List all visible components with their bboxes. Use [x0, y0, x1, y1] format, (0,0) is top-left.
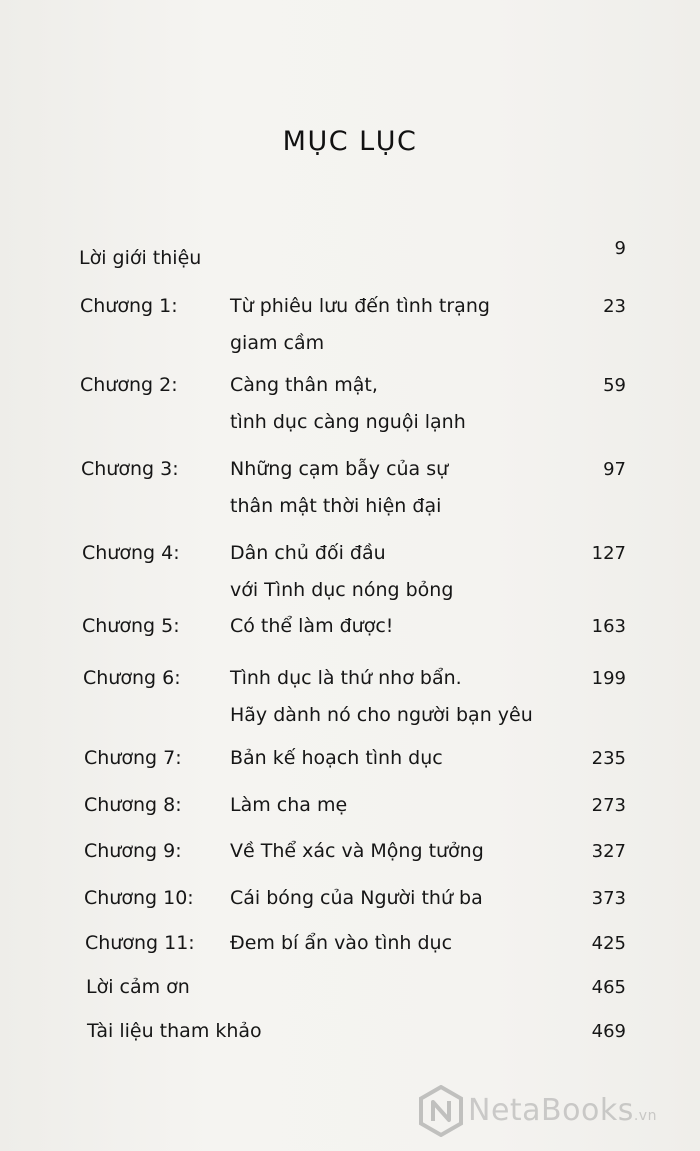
toc-entry-title	[230, 451, 448, 525]
toc-entry-title-line: Làm cha mẹ	[230, 794, 348, 816]
toc-entry-page-number: 425	[591, 933, 626, 954]
toc-entry-label: Chương 11:	[85, 932, 195, 954]
toc-entry-title-line: Hãy dành nó cho người bạn yêu	[230, 704, 533, 726]
toc-entry-page-number: 373	[591, 888, 626, 909]
toc-entry-label: Tài liệu tham khảo	[87, 1020, 262, 1042]
toc-entry-label: Lời cảm ơn	[86, 976, 190, 998]
toc-entry-title-line: với Tình dục nóng bỏng	[230, 579, 454, 601]
toc-entry-label: Chương 2:	[80, 374, 178, 396]
toc-entry-title-line: Về Thể xác và Mộng tưởng	[230, 840, 484, 862]
toc-entry-title-line: Cái bóng của Người thứ ba	[230, 887, 483, 909]
toc-entry-title-line: Tình dục là thứ nhơ bẩn.	[230, 667, 462, 689]
watermark-brand: NetaBooks	[468, 1093, 634, 1128]
netabooks-logo-icon	[418, 1085, 464, 1137]
watermark-suffix: .vn	[633, 1108, 657, 1124]
toc-entry-title	[230, 608, 393, 645]
toc-entry-title	[230, 880, 483, 917]
toc-entry-label: Lời giới thiệu	[79, 247, 202, 269]
toc-entry-title-line: Những cạm bẫy của sự	[230, 458, 449, 480]
toc-entry-label: Chương 4:	[82, 542, 180, 564]
toc-entry-title-line: Bản kế hoạch tình dục	[230, 747, 443, 769]
toc-entry-page-number: 9	[614, 238, 626, 259]
toc-entry-title-line: tình dục càng nguội lạnh	[230, 411, 466, 433]
toc-entry-title	[230, 535, 453, 609]
toc-entry-page-number: 465	[591, 977, 626, 998]
toc-entry-title	[230, 740, 443, 777]
toc-entry-label: Chương 3:	[81, 458, 179, 480]
toc-entry-page-number: 469	[591, 1021, 626, 1042]
toc-entry-page-number: 127	[591, 543, 626, 564]
toc-entry-label: Chương 10:	[84, 887, 194, 909]
toc-entry-label: Chương 7:	[84, 747, 182, 769]
toc-entry-title	[230, 367, 466, 441]
toc-entry-title-line: Càng thân mật,	[230, 374, 378, 396]
toc-entry-title-line: giam cầm	[230, 332, 325, 354]
toc-entry-title-line: Có thể làm được!	[230, 615, 394, 637]
toc-entry-page-number: 97	[603, 459, 626, 480]
toc-entry-title	[230, 925, 452, 962]
toc-entry-title	[230, 833, 484, 870]
toc-entry-label: Chương 8:	[84, 794, 182, 816]
toc-entry-page-number: 273	[591, 795, 626, 816]
toc-entry-title	[230, 660, 533, 734]
toc-entry-title-line: Đem bí ẩn vào tình dục	[230, 932, 453, 954]
page-title: MỤC LỤC	[282, 126, 418, 158]
toc-entry-page-number: 199	[591, 668, 626, 689]
toc-entry-page-number: 163	[591, 616, 626, 637]
toc-entry-page-number: 59	[603, 375, 626, 396]
watermark-text	[468, 1093, 657, 1128]
toc-entry-label: Chương 1:	[80, 295, 178, 317]
toc-entry-page-number: 327	[591, 841, 626, 862]
toc-entry-title-line: Dân chủ đối đầu	[230, 542, 386, 564]
toc-entry-title-line: Từ phiêu lưu đến tình trạng	[230, 295, 490, 317]
toc-entry-label: Chương 9:	[84, 840, 182, 862]
watermark	[418, 1085, 688, 1141]
toc-entry-title	[230, 787, 347, 824]
toc-entry-title	[230, 288, 490, 362]
toc-entry-page-number: 235	[591, 748, 626, 769]
toc-entry-page-number: 23	[603, 296, 626, 317]
toc-entry-label: Chương 5:	[82, 615, 180, 637]
toc-entry-label: Chương 6:	[83, 667, 181, 689]
toc-entry-title-line: thân mật thời hiện đại	[230, 495, 442, 517]
